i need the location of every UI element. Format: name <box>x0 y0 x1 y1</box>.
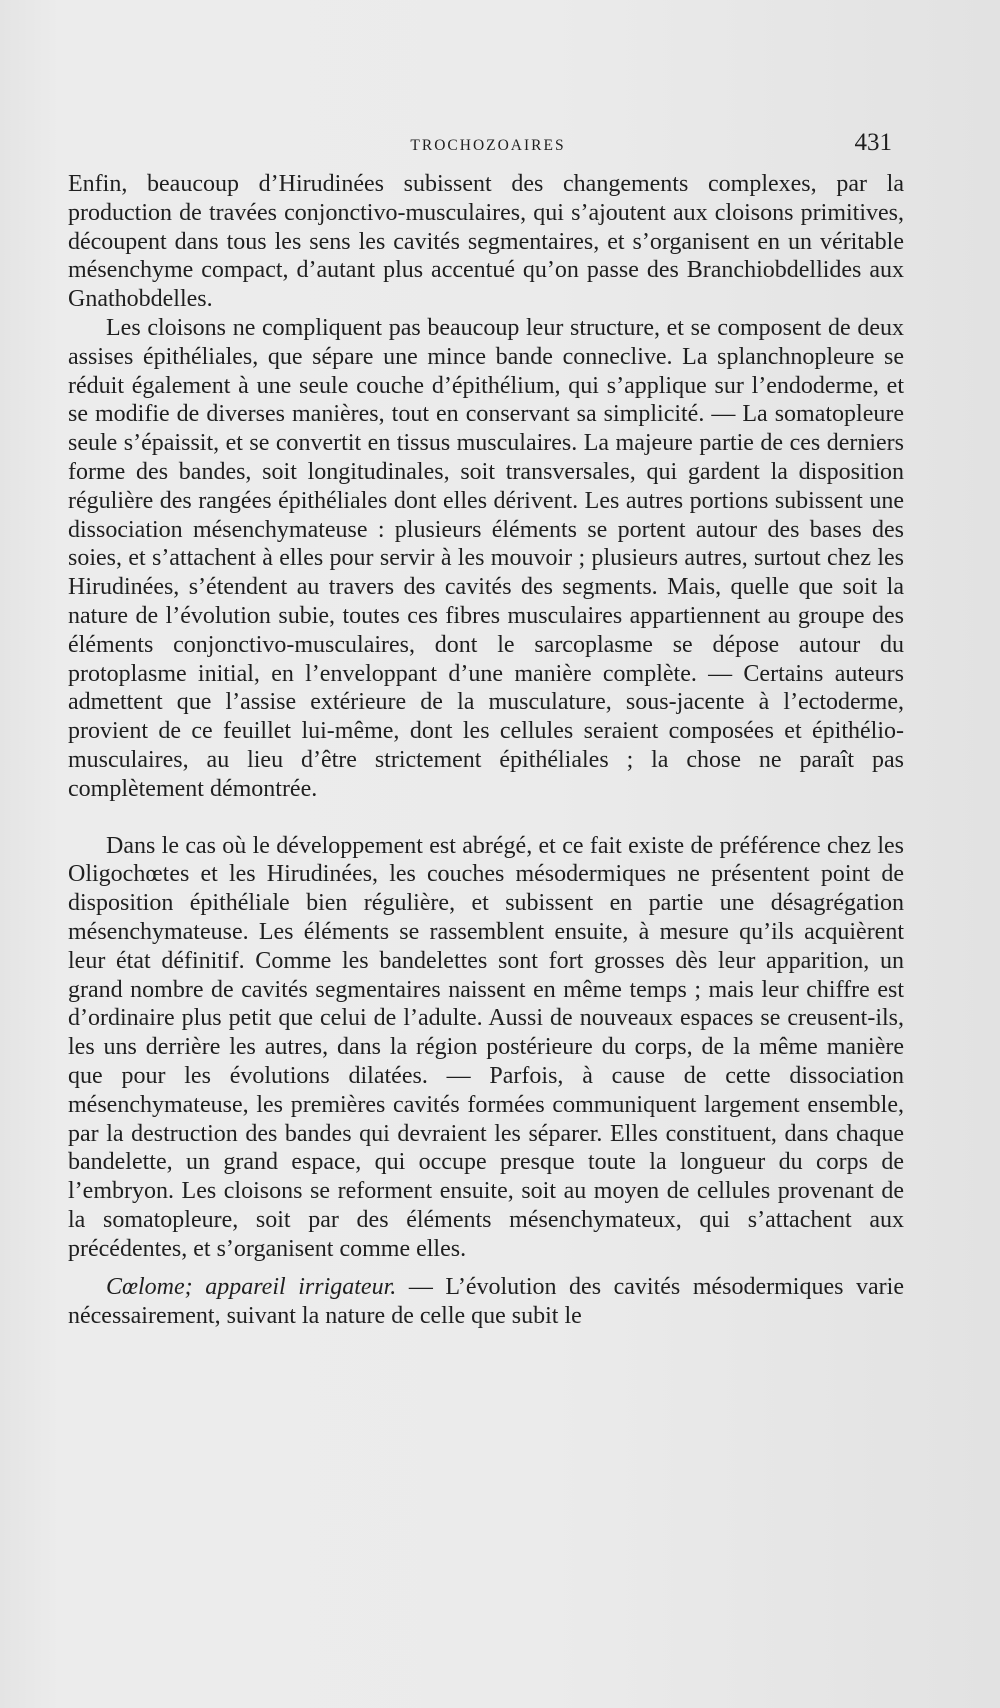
paragraph-2: Les cloisons ne compliquent pas beaucoup leur structure, et se composent de deux assises épithéliales, que sépare une mince bande conneclive. La splanchnopleure se réduit également à une seule couche d’épithélium, qui s’applique sur l’endoderme, et se modifie de diverses manières, tout en conservant sa simplicité. — La somatopleure seule s’épaissit, et se convertit en tissus musculaires. La majeure partie de ces derniers forme des bandes, soit longitudinales, soit transversales, qui gardent la disposition régulière des rangées épithéliales dont elles dérivent. Les autres portions subissent une dissociation mésenchymateuse : plusieurs éléments se portent autour des bases des soies, et s’attachent à elles pour servir à les mouvoir ; plusieurs autres, surtout chez les Hirudinées, s’étendent au travers des cavités des segments. Mais, quelle que soit la nature de l’évolution subie, toutes ces fibres musculaires appartiennent au groupe des éléments conjonctivo-musculaires, dont le sarcoplasme se dépose autour du protoplasme initial, en l’enveloppant d’une manière complète. — Certains auteurs admettent que l’assise extérieure de la musculature, sous-jacente à l’ectoderme, provient de ce feuillet lui-même, dont les cellules seraient composées et épithélio-musculaires, au lieu d’être strictement épithéliales ; la chose ne paraît pas complètement démontrée. <box>68 314 904 802</box>
paragraph-1: Enfin, beaucoup d’Hirudinées subissent des changements complexes, par la production de travées conjonctivo-musculaires, qui s’ajoutent aux cloisons primitives, découpent dans tous les sens les cavités segmentaires, et s’organisent en un véritable mésenchyme compact, d’autant plus accentué qu’on passe des Branchiobdellides aux Gnathobdelles. <box>68 171 904 313</box>
body-text <box>68 170 904 1331</box>
running-head: TROCHOZOAIRES <box>410 137 566 154</box>
paragraph-4-text: — L’évolution des cavités mésodermiques varie nécessairement, suivant la nature de celle que subit le <box>68 1274 904 1330</box>
page-number: 431 <box>854 129 892 156</box>
paragraph-3: Dans le cas où le développement est abrégé, et ce fait existe de préférence chez les Oligochœtes et les Hirudinées, les couches mésodermiques ne présentent point de disposition épithéliale bien régulière, et subissent en partie une désagrégation mésenchymateuse. Les éléments se rassemblent ensuite, à mesure qu’ils acquièrent leur état définitif. Comme les bandelettes sont fort grosses dès leur apparition, un grand nombre de cavités segmentaires naissent en même temps ; mais leur chiffre est d’ordinaire plus petit que celui de l’adulte. Aussi de nouveaux espaces se creusent-ils, les uns derrière les autres, dans la région postérieure du corps, de la même manière que pour les évolutions dilatées. — Parfois, à cause de cette dissociation mésenchymateuse, les premières cavités formées communiquent largement ensemble, par la destruction des bandes qui devraient les séparer. Elles constituent, dans chaque bandelette, un grand espace, qui occupe presque toute la longueur du corps de l’embryon. Les cloisons se reforment ensuite, soit au moyen de cellules provenant de la somatopleure, soit par des éléments mésenchymateux, qui s’attachent aux précédentes, et s’organisent comme elles. <box>68 832 904 1262</box>
page-header <box>68 129 908 163</box>
paragraph-4 <box>68 1273 904 1331</box>
section-heading: Cœlome; appareil irrigateur. <box>106 1274 397 1301</box>
